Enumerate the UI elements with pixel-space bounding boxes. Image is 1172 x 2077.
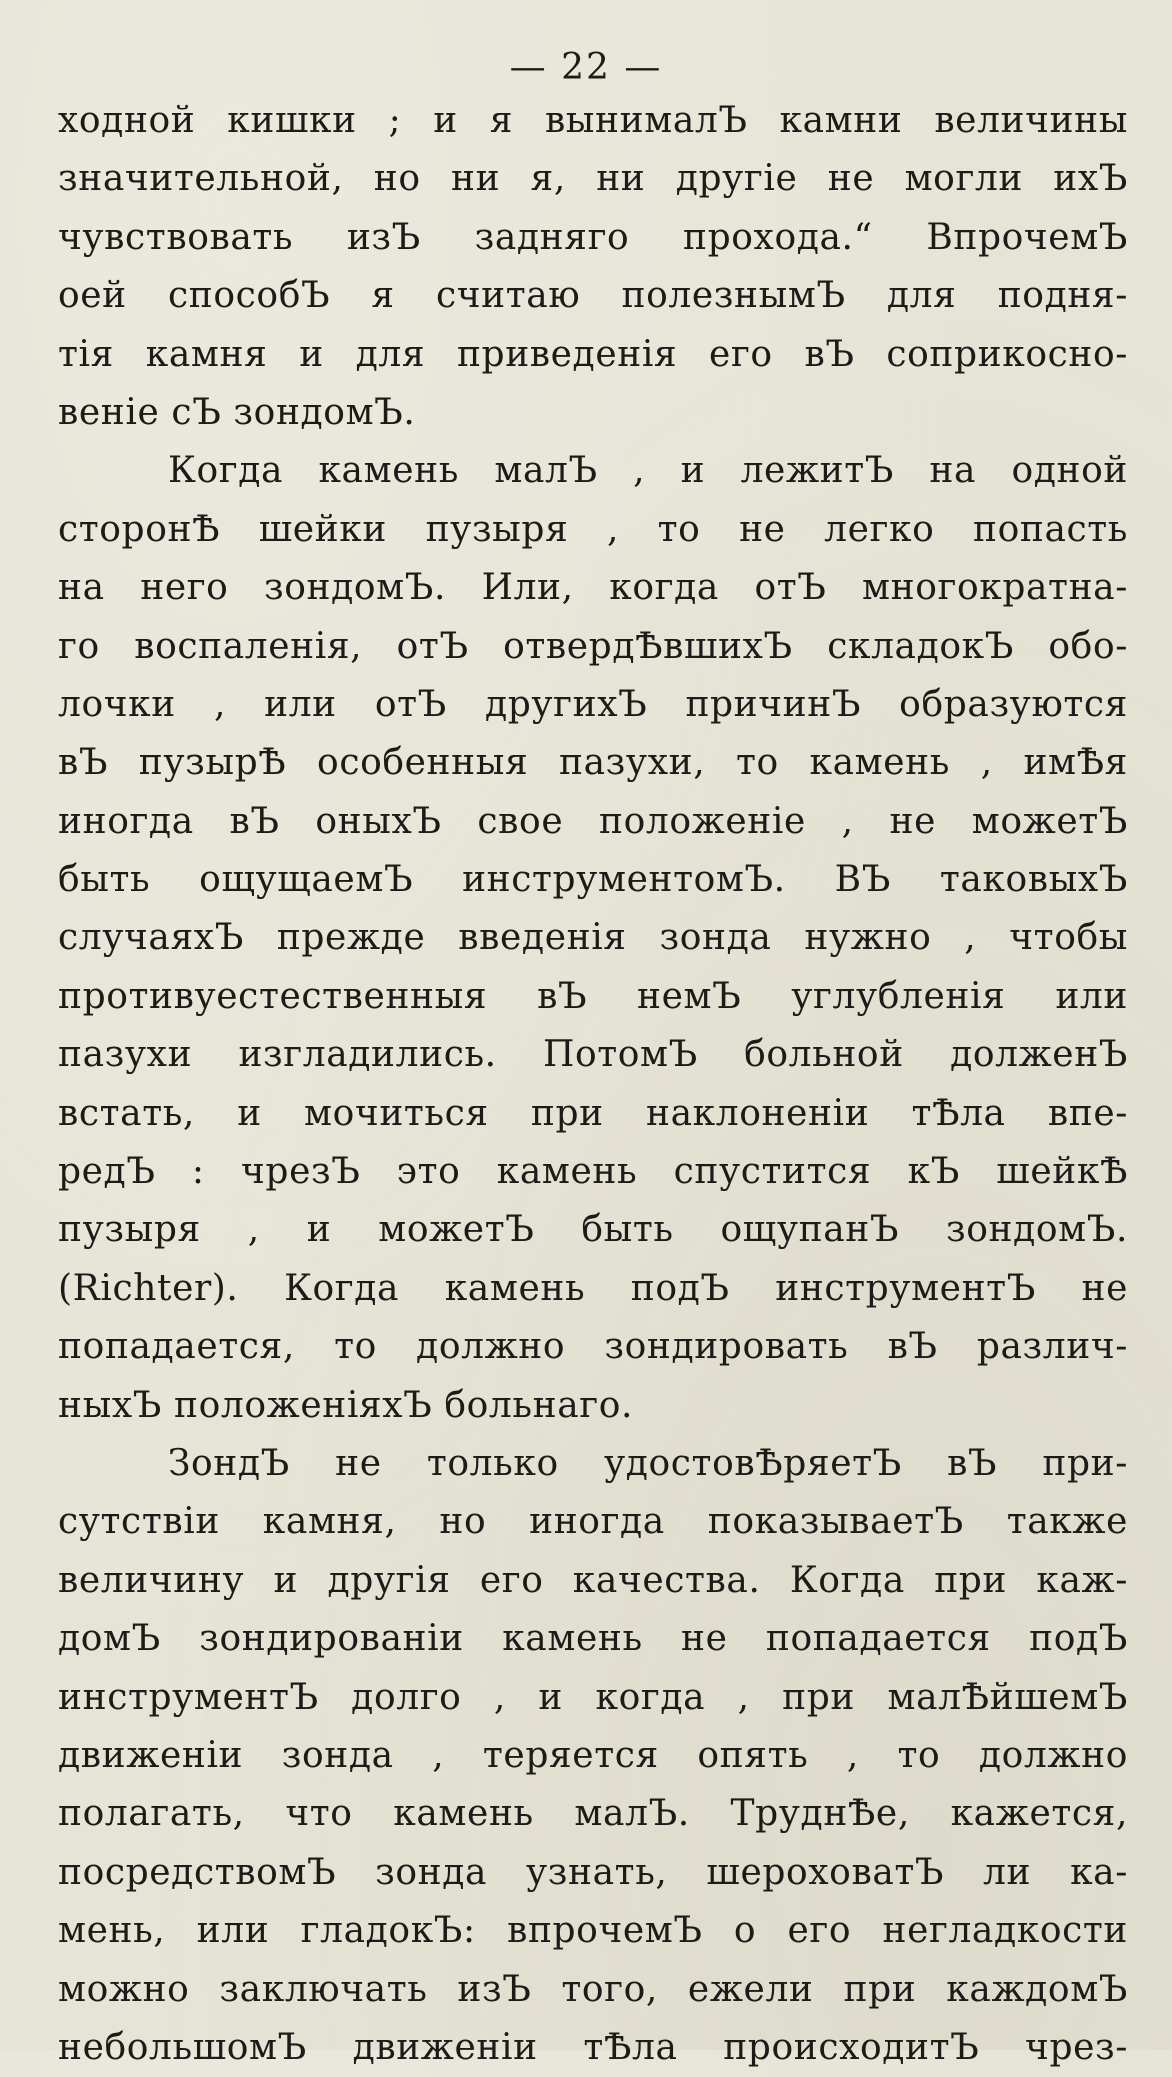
- text-line: сутствіи камня, но иногда показываетЪ также: [58, 1501, 1128, 1543]
- text-line: иногда вЪ оныхЪ свое положеніе , не можетЪ: [58, 800, 1128, 842]
- text-line: веніе сЪ зондомЪ.: [58, 391, 416, 433]
- text-line: противуестественныя вЪ немЪ углубленія или: [58, 975, 1128, 1017]
- text-line: полагать, что камень малЪ. ТруднѢе, кажется,: [58, 1793, 1128, 1835]
- text-line: пузыря , и можетЪ быть ощупанЪ зондомЪ.: [58, 1209, 1128, 1251]
- text-line: встать, и мочиться при наклоненіи тѢла впе-: [58, 1092, 1128, 1134]
- text-line: мень, или гладокЪ: впрочемЪ о его негладкости: [58, 1910, 1128, 1952]
- text-line: случаяхЪ прежде введенія зонда нужно , чтобы: [58, 917, 1128, 959]
- text-line: домЪ зондированіи камень не попадается подЪ: [58, 1618, 1128, 1660]
- text-line: чувствовать изЪ задняго прохода.“ ВпрочемЪ: [58, 216, 1128, 258]
- text-line: го воспаленія, отЪ отвердѢвшихЪ складокЪ обо-: [58, 625, 1128, 667]
- text-line: редЪ : чрезЪ это камень спустится кЪ шейкѢ: [58, 1151, 1128, 1193]
- text-line: лочки , или отЪ другихЪ причинЪ образуются: [58, 683, 1128, 725]
- text-line: на него зондомЪ. Или, когда отЪ многократна-: [58, 567, 1128, 609]
- text-line: движеніи зонда , теряется опять , то должно: [58, 1734, 1128, 1776]
- text-line: вЪ пузырѢ особенныя пазухи, то камень , имѢя: [58, 742, 1128, 784]
- text-line: величину и другія его качества. Когда при каж-: [58, 1559, 1128, 1601]
- text-line: ныхЪ положеніяхЪ больнаго.: [58, 1384, 634, 1426]
- text-line: значительной, но ни я, ни другіе не могли ихЪ: [58, 158, 1128, 200]
- text-line: инструментЪ долго , и когда , при малѢйшемЪ: [58, 1676, 1128, 1718]
- text-line: можно заключать изЪ того, ежели при каждомЪ: [58, 1968, 1128, 2010]
- text-line: сторонѢ шейки пузыря , то не легко попасть: [58, 508, 1128, 550]
- body-text: [58, 92, 1128, 2077]
- text-line: (Richter). Когда камень подЪ инструментЪ не: [58, 1267, 1128, 1309]
- text-line: тія камня и для приведенія его вЪ соприкосно-: [58, 333, 1128, 375]
- page-number: — 22 —: [509, 47, 663, 88]
- text-line: попадается, то должно зондировать вЪ различ-: [58, 1326, 1128, 1368]
- text-line: пазухи изгладились. ПотомЪ больной долженЪ: [58, 1034, 1128, 1076]
- text-line: Когда камень малЪ , и лежитЪ на одной: [168, 450, 1128, 492]
- text-line: ходной кишки ; и я вынималЪ камни величины: [58, 100, 1128, 141]
- text-line: быть ощущаемЪ инструментомЪ. ВЪ таковыхЪ: [58, 859, 1128, 901]
- text-line: посредствомЪ зонда узнать, шероховатЪ ли ка-: [58, 1851, 1128, 1893]
- text-line: оей способЪ я считаю полезнымЪ для подня-: [58, 275, 1128, 317]
- text-line: ЗондЪ не только удостовѢряетЪ вЪ при-: [168, 1442, 1128, 1484]
- text-line: небольшомЪ движеніи тѢла происходитЪ чрез-: [58, 2026, 1128, 2068]
